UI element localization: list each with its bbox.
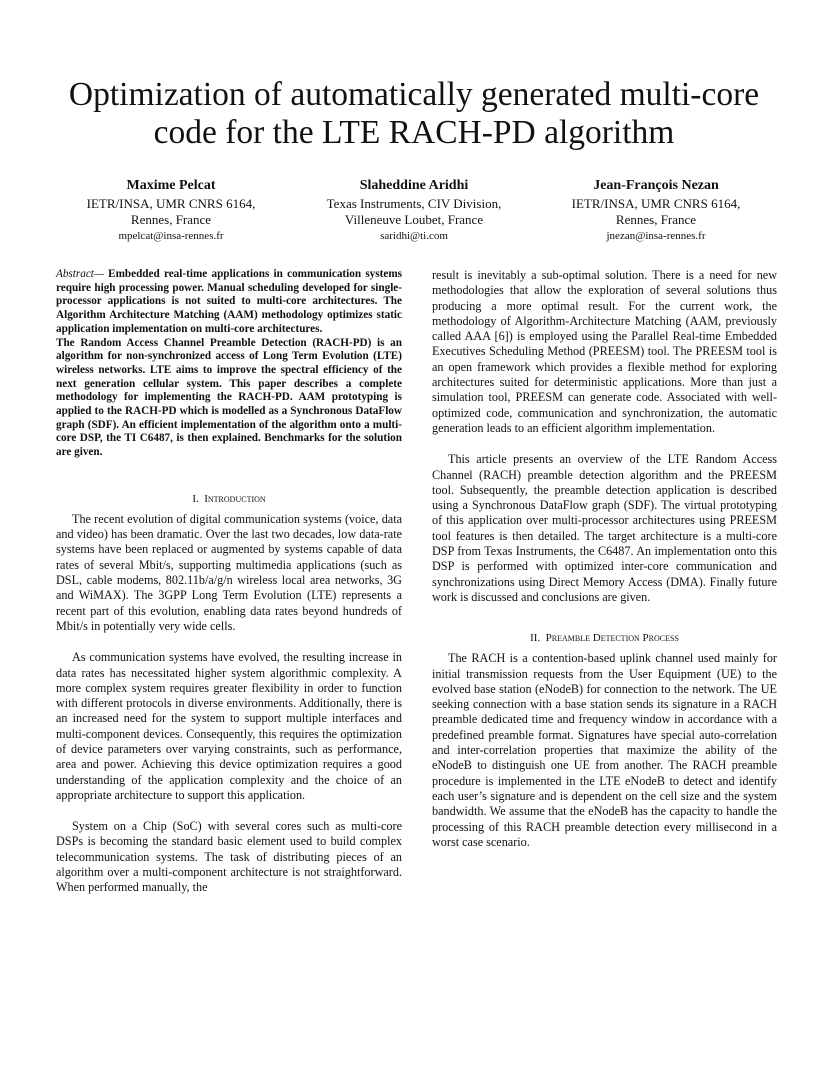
- author-email: jnezan@insa-rennes.fr: [606, 230, 706, 242]
- author-email: mpelcat@insa-rennes.fr: [118, 230, 224, 242]
- author-affiliation: IETR/INSA, UMR CNRS 6164,: [86, 196, 256, 211]
- title-line-1: Optimization of automatically generated multi-core: [68, 76, 760, 113]
- section-heading-preamble-detection: [432, 631, 777, 645]
- author-email: saridhi@ti.com: [380, 230, 448, 242]
- author-location: Rennes, France: [130, 212, 212, 227]
- intro-paragraph-3: System on a Chip (SoC) with several cores such as multi-core DSPs is becoming the standard basic element used to build complex telecommunication systems. The task of distributing pieces of an algorithm over a multi-component architecture is not straightforward. When performed manually, the: [56, 819, 402, 895]
- section-title: Introduction: [204, 492, 266, 505]
- author-name: Jean-François Nezan: [593, 178, 719, 193]
- intro-paragraph-4: This article presents an overview of the LTE Random Access Channel (RACH) preamble detection algorithm and the PREESM tool. Subsequently, the preamble detection application is described using a Synchronous DataFlow graph (SDF). The virtual prototyping of this application over multi-processor architectures using PREESM tool features is then detailed. The target architecture is a multi-core DSP from Texas Instruments, the C6487. An implementation onto this DSP is performed with optimized inter-core communication and synchronizations using Direct Memory Access (DMA). Finally future work is discussed and conclusions are given.: [432, 452, 777, 604]
- abstract-lead: Abstract—: [56, 268, 104, 280]
- author-affiliation: IETR/INSA, UMR CNRS 6164,: [571, 196, 741, 211]
- author-block: [60, 176, 282, 244]
- section-title: Preamble Detection Process: [545, 632, 679, 645]
- author-name: Maxime Pelcat: [126, 178, 216, 193]
- author-block: [303, 176, 525, 244]
- section-heading-introduction: [56, 492, 402, 506]
- author-location: Rennes, France: [615, 212, 697, 227]
- abstract-paragraph-2: The Random Access Channel Preamble Detection (RACH-PD) is an algorithm for non-synchronized access of Long Term Evolution (LTE) wireless networks. LTE aims to improve the spectral efficiency of the next generation cellular system. This paper describes a complete methodology for implementing the RACH-PD. AAM prototyping is applied to the RACH-PD which is modelled as a Synchronous DataFlow graph (SDF). An efficient implementation of the algorithm onto a multi-core DSP, the TI C6487, is then explained. Benchmarks for the solution are given.: [56, 336, 402, 459]
- author-block: [545, 176, 767, 244]
- intro-paragraph-3-continued: result is inevitably a sub-optimal solution. There is a need for new methodologies that allow the exploration of several solutions thus producing a more optimal result. For the current work, the methodology of Algorithm-Architecture Matching (AAM, previously called AAA [6]) is employed using the Parallel Real-time Embedded Executives Scheduling Method (PREESM) tool. The PREESM tool is an open framework which provides a flexible method for exploring architectures suited for deterministic applications. More than just a simulation tool, PREESM can generate code. Associated with well-optimized code, communication and synchronization, the automatic generation leads to an efficient algorithm implementation.: [432, 268, 777, 435]
- title-line-2: code for the LTE RACH-PD algorithm: [153, 114, 675, 151]
- paper-title: [60, 76, 768, 152]
- author-name: Slaheddine Aridhi: [359, 178, 469, 193]
- intro-paragraph-2: As communication systems have evolved, the resulting increase in data rates has necessitated higher system algorithmic complexity. A more complex system requires greater flexibility in order to function with different protocols in diverse environments. Additionally, there is an increased need for the system to support multiple interfaces and multi-component devices. Consequently, this requires the optimization of device parameters over varying constraints, such as performance, area and power. Achieving this device optimization requires a good understanding of the application complexity and the choice of an appropriate architecture to support this application.: [56, 650, 402, 802]
- author-location: Villeneuve Loubet, France: [344, 212, 484, 227]
- abstract-paragraph-1: Embedded real-time applications in communication systems require high processing power. Manual scheduling developed for single-processor applications is not suited to multi-core architectures. The Algorithm Architecture Matching (AAM) methodology optimizes static application implementation on multi-core architectures.: [56, 268, 402, 335]
- author-affiliation: Texas Instruments, CIV Division,: [326, 196, 502, 211]
- right-column: [432, 268, 777, 850]
- intro-paragraph-1: The recent evolution of digital communication systems (voice, data and video) has been dramatic. Over the last two decades, low data-rate systems have been replaced or augmented by systems capable of data rates of several Mbit/s, supporting multimedia applications (such as DSL, cable modems, 802.11b/a/g/n wireless local area networks, 3G and WiMAX). The 3GPP Long Term Evolution (LTE) represents a recent part of this evolution, enabling data rates beyond hundreds of Mbit/s in potentially very wide cells.: [56, 511, 402, 633]
- preamble-paragraph-1: The RACH is a contention-based uplink channel used mainly for initial transmission requests from the User Equipment (UE) to the evolved base station (eNodeB) for connection to the network. The UE seeking connection with a base station sends its signature in a RACH preamble dedicated time and frequency window in accordance with a predefined preamble format. Signatures have special auto-correlation and inter-correlation properties that maximize the ability of the eNodeB to distinguish one UE from another. The RACH preamble procedure is implemented in the LTE eNodeB to detect and identify each user’s signature and is dependent on the cell size and the system bandwidth. We assume that the eNodeB has the capacity to handle the processing of this RACH preamble detection every millisecond in a worst case scenario.: [432, 651, 777, 849]
- section-number: I.: [192, 492, 199, 505]
- left-column: [56, 268, 402, 896]
- section-number: II.: [530, 632, 541, 645]
- abstract: [56, 268, 402, 460]
